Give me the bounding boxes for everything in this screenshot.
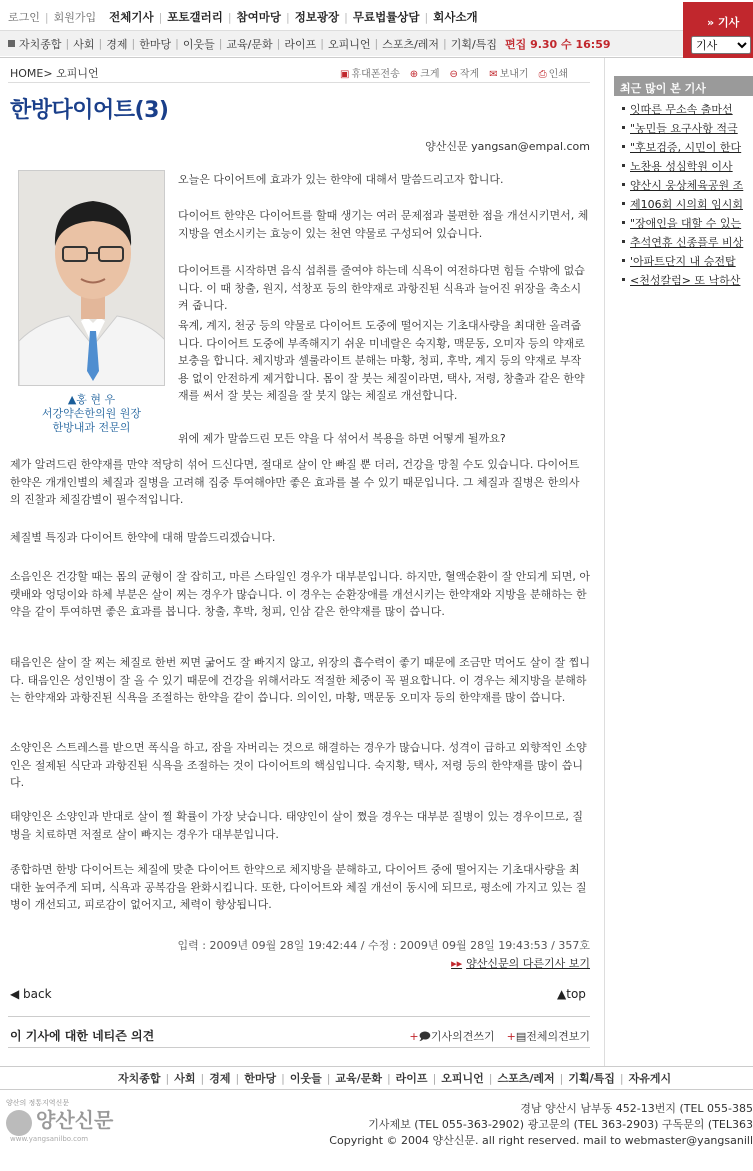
all-opinions-button[interactable]: +▤전체의견보기 (506, 1030, 590, 1043)
popular-item[interactable]: 잇따른 무소속 출마선 (622, 100, 753, 119)
arrow-up-icon: ▲ (557, 987, 567, 1001)
category-item[interactable]: 한마당 (139, 37, 172, 51)
category-bar: 자치종합 | 사회 | 경제 | 한마당 | 이웃들 | 교육/문화 | 라이프 | 오피니언 | 스포츠/레저 | 기획/특집 편집 9.30 수 16:59 (0, 30, 683, 56)
top-button[interactable]: ▲top (557, 987, 586, 1001)
nav-participation[interactable]: 참여마당 (236, 10, 281, 24)
footer-category[interactable]: 사회 (174, 1072, 196, 1085)
article-tools (340, 65, 568, 80)
popular-item[interactable]: '아파트단지 내 승전탑 (622, 252, 753, 271)
article-dates: 입력 : 2009년 09월 28일 19:42:44 / 수정 : 2009년 09월 28일 19:43:53 / 357호 (177, 939, 590, 952)
article-paragraph: 육계, 계지, 천궁 등의 약물로 다이어트 도중에 떨어지는 기초대사량을 최대한 올려줍니다. 다이어트 도중에 부족해지기 쉬운 미네랄은 숙지황, 맥문동, 오미자 등의 약재로 보충을 합니다. 체지방과 셀룰라이트 분해는 마황, 청피, 후박, 계지 등의 약재로 부작용 없이 안전하게 제거합니다. 몸이 잘 붓는 체질이라면, 택사, 저령, 창출과 같은 한약재를 써서 잘 붓는 체질을 잘 붓지 않는 체질로 개선합니다. (178, 319, 585, 402)
author-name: ▲홍 현 우 (67, 393, 116, 406)
comment-icon: 🗩 (418, 1030, 431, 1043)
footer-copyright: Copyright © 2004 양산신문. all right reserved. mail to webmaster@yangsanill (329, 1134, 753, 1147)
footer-nav: 자치종합 | 사회 | 경제 | 한마당 | 이웃들 | 교육/문화 | 라이프 | 오피니언 | 스포츠/레저 | 기획/특집 | 자유게시 (0, 1066, 753, 1090)
minus-icon: ⊖ (449, 69, 458, 80)
category-item[interactable]: 사회 (73, 37, 95, 51)
plus-icon: + (506, 1030, 516, 1043)
font-larger-button[interactable]: ⊕ 크게 (409, 69, 440, 80)
category-item[interactable]: 오피니언 (327, 37, 371, 51)
popular-item[interactable]: 양산시 웅상체육공원 조 (622, 176, 753, 195)
popular-item[interactable]: 제106회 시의회 임시회 (622, 195, 753, 214)
category-item[interactable]: 스포츠/레저 (382, 37, 440, 51)
footer-logo (6, 1098, 146, 1148)
article-paragraph: 태양인은 소양인과 반대로 살이 찔 확률이 가장 낮습니다. 태양인이 살이 쪘을 경우는 대부분 질병이 있는 경우이므로, 질병을 치료하면 저절로 살이 빠지는 경우가 대부분입니다. (10, 810, 583, 841)
back-button[interactable]: ◀ back (10, 987, 52, 1001)
popular-item[interactable]: "농민들 요구사항 적극 (622, 119, 753, 138)
popular-item[interactable]: <천성칼럼> 또 낙하산 (622, 271, 753, 290)
nav-photo-gallery[interactable]: 포토갤러리 (167, 10, 223, 24)
article-paragraph: 소양인은 스트레스를 받으면 폭식을 하고, 잠을 자버리는 것으로 해결하는 경우가 많습니다. 성격이 급하고 외향적인 소양인은 절제된 식단과 과항진된 식욕을 조절하는 것이 다이어트의 핵심입니다. 숙지황, 택사, 저령 등의 한약재를 많이 씁니다. (10, 741, 587, 789)
divider (8, 82, 590, 83)
login-link[interactable]: 로그인 (8, 11, 40, 24)
article-paragraph: 오늘은 다이어트에 효과가 있는 한약에 대해서 말씀드리고자 합니다. (178, 173, 504, 186)
footer-category[interactable]: 자유게시 (628, 1072, 672, 1085)
logo-emblem-icon (6, 1110, 32, 1136)
font-smaller-button[interactable]: ⊖ 작게 (449, 69, 480, 80)
popular-item[interactable]: 추석연휴 신종플루 비상 (622, 233, 753, 252)
top-header (0, 0, 753, 58)
popular-heading: 최근 많이 본 기사 (614, 76, 753, 96)
column-divider (604, 58, 605, 1066)
footer-address: 경남 양산시 남부동 452-13번지 (TEL 055-385 (520, 1102, 753, 1115)
email-button[interactable]: ✉ 보내기 (489, 69, 529, 80)
print-button[interactable]: ⎙ 인쇄 (538, 69, 568, 80)
footer-category[interactable]: 이웃들 (289, 1072, 322, 1085)
article-paragraph: 다이어트를 시작하면 음식 섭취를 줄여야 하는데 식욕이 여전하다면 힘들 수밖에 없습니다. 이 때 창출, 원지, 석창포 등의 한약재로 과항진된 식욕과 늘어진 위장을 축소시켜 줍니다. (178, 264, 585, 312)
article-paragraph: 소음인은 건강할 때는 몸의 균형이 잘 잡히고, 마른 스타일인 경우가 대부분입니다. 하지만, 혈액순환이 잘 안되게 되면, 아랫배와 엉덩이와 하체 부분은 살이 찌는 경우가 많습니다. 이 경우는 순환장애를 개선시키는 한약재와 지방을 분해하는 한약을 같이 투여하면 좋은 효과를 봅니다. 창출, 후박, 청피, 인삼 같은 한약재를 많이 씁니다. (10, 570, 590, 618)
edit-time: 편집 9.30 수 16:59 (504, 37, 611, 51)
nav-info-plaza[interactable]: 정보광장 (294, 10, 340, 24)
author-photo (18, 170, 165, 386)
article-paragraph: 위에 제가 말씀드린 모든 약을 다 섞어서 복용을 하면 어떻게 될까요? (178, 432, 506, 445)
author-specialty: 한방내과 전문의 (52, 421, 131, 434)
opinion-actions (409, 1028, 590, 1047)
list-icon: ▤ (515, 1030, 527, 1043)
nav-all-news[interactable]: 전체기사 (109, 10, 154, 24)
search-label: » 기사 (707, 16, 740, 29)
write-opinion-button[interactable]: +🗩기사의견쓰기 (409, 1030, 495, 1043)
print-icon: ⎙ (538, 69, 547, 80)
logo-name: 양산신문 (36, 1108, 114, 1132)
nav-company[interactable]: 회사소개 (433, 10, 478, 24)
search-type-select[interactable] (691, 36, 751, 54)
top-links: 로그인 | 회원가입 전체기사 | 포토갤러리 | 참여마당 | 정보광장 | 무료법률상담 | 회사소개 (8, 10, 478, 24)
double-arrow-icon: ▸▸ (451, 957, 463, 970)
more-articles-link[interactable]: ▸▸ 양산신문의 다른기사 보기 (451, 957, 590, 970)
popular-item[interactable]: "장애인을 대할 수 있는 (622, 214, 753, 233)
popular-articles (614, 76, 753, 290)
footer-category[interactable]: 기획/특집 (568, 1072, 615, 1085)
article-paragraph: 종합하면 한방 다이어트는 체질에 맞춘 다이어트 한약으로 체지방을 분해하고, 다이어트 중에 떨어지는 기초대사량을 최대한 높여주게 되며, 식욕과 공복감을 완화시킵니다. 또한, 다이어트와 체질 개선이 동시에 되므로, 평소에 가지고 있는 질병이 개선되고, 피로감이 없어지고, 체력이 향상됩니다. (10, 863, 587, 911)
search-box (683, 2, 753, 58)
category-item[interactable]: 교육/문화 (226, 37, 273, 51)
footer-info (290, 1101, 753, 1149)
byline[interactable]: 양산신문 yangsan@empal.com (425, 140, 590, 153)
plus-icon: + (409, 1030, 419, 1043)
footer-category[interactable]: 라이프 (395, 1072, 428, 1085)
article-paragraph: 체질별 특징과 다이어트 한약에 대해 말씀드리겠습니다. (10, 531, 276, 544)
footer-category[interactable]: 스포츠/레저 (497, 1072, 555, 1085)
category-item[interactable]: 자치종합 (19, 37, 62, 51)
article-paragraph: 제가 알려드린 한약재를 만약 적당히 섞어 드신다면, 절대로 살이 안 빠질 뿐 더러, 건강을 망칠 수도 있습니다. 다이어트 한약은 개개인별의 체질과 질병을 고려해 집중 투여해야만 좋은 효과를 볼 수 있기 때문입니다. 그 체질과 질병은 한의사의 진찰과 체질감별이 필수적입니다. (10, 458, 580, 506)
bullet-icon (8, 40, 15, 47)
opinion-heading: 이 기사에 대한 네티즌 의견 (10, 1029, 155, 1043)
mobile-send-button[interactable]: ▣ 휴대폰전송 (340, 69, 400, 80)
footer-category[interactable]: 오피니언 (441, 1072, 484, 1085)
popular-list (614, 96, 753, 290)
divider (8, 1047, 590, 1048)
popular-item[interactable]: "후보검증, 시민이 한다 (622, 138, 753, 157)
article-title: 한방다이어트(3) (10, 98, 169, 123)
popular-item[interactable]: 노찬용 성심학원 이사 (622, 157, 753, 176)
photo-caption (18, 393, 165, 435)
logo-tagline: 양산의 정통지역신문 (6, 1099, 70, 1107)
join-link[interactable]: 회원가입 (53, 11, 97, 24)
nav-legal-counsel[interactable]: 무료법률상담 (352, 10, 420, 24)
category-item[interactable]: 기획/특집 (450, 37, 497, 51)
footer-category[interactable]: 교육/문화 (335, 1072, 382, 1085)
category-item[interactable]: 경제 (106, 37, 128, 51)
category-item[interactable]: 이웃들 (182, 37, 215, 51)
mail-icon: ✉ (489, 69, 498, 80)
footer-category[interactable]: 경제 (209, 1072, 231, 1085)
plus-icon: ⊕ (409, 69, 419, 80)
logo-url: www.yangsanilbo.com (10, 1135, 89, 1143)
phone-icon: ▣ (340, 69, 350, 80)
arrow-left-icon: ◀ (10, 987, 24, 1001)
article-paragraph: 다이어트 한약은 다이어트를 할때 생기는 여러 문제점과 불편한 점을 개선시키면서, 체지방을 연소시키는 효능이 있는 천연 약물로 구성되어 있습니다. (178, 209, 589, 240)
article-paragraph: 태음인은 살이 잘 찌는 체질로 한번 찌면 굶어도 잘 빠지지 않고, 위장의 흡수력이 좋기 때문에 조금만 먹어도 살이 잘 찝니다. 태음인은 성인병이 잘 올 수 있기 때문에 건강을 위해서라도 적절한 체중이 꼭 필요합니다. 이 경우는 체지방을 분해하는 한약재와 과항진된 식욕을 조절하는 한약을 같이 씁니다. 의이인, 마황, 맥문동 오미자 등의 한약재를 많이 씁니다. (10, 656, 590, 704)
footer-category[interactable]: 자치종합 (118, 1072, 161, 1085)
footer-contact: 기사제보 (TEL 055-363-2902) 광고문의 (TEL 363-2903) 구독문의 (TEL363 (368, 1118, 753, 1131)
chevron-right-icon: » (707, 16, 718, 29)
footer-category[interactable]: 한마당 (244, 1072, 277, 1085)
breadcrumb[interactable]: HOME> 오피니언 (10, 67, 99, 80)
divider (8, 1016, 590, 1017)
author-title: 서강약손한의원 원장 (41, 407, 142, 420)
category-item[interactable]: 라이프 (284, 37, 317, 51)
